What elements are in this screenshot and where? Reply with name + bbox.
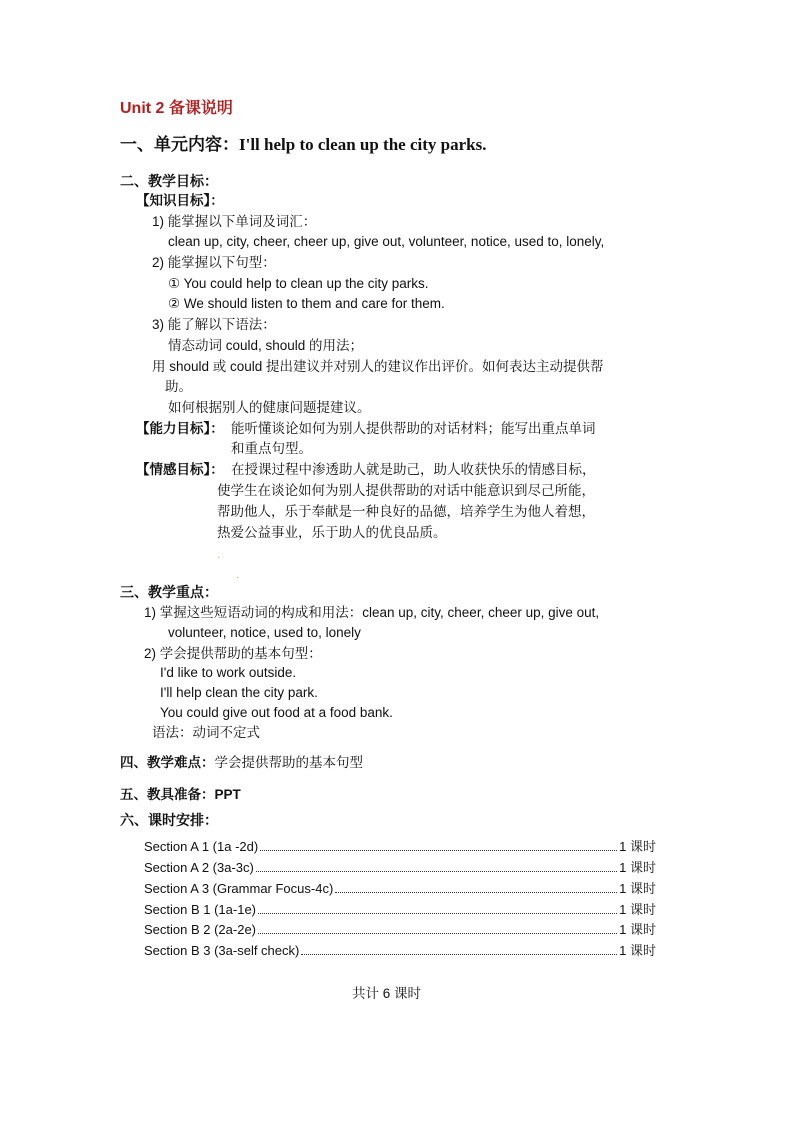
knowledge-item-1: 1) 能掌握以下单词及词汇：	[152, 214, 317, 229]
grammar-line-4: 如何根据别人的健康问题提建议。	[168, 400, 371, 415]
schedule-row	[144, 942, 656, 960]
schedule-hours: 1 课时	[619, 922, 656, 937]
section-label: 五、教具准备：	[120, 787, 215, 802]
schedule-hours: 1 课时	[619, 839, 656, 854]
ability-goal-line-2: 和重点句型。	[231, 441, 312, 456]
emotion-goal-line-1: 在授课过程中渗透助人就是助己，助人收获快乐的情感目标，	[231, 462, 596, 477]
dot-leader	[260, 838, 617, 851]
schedule-total: 共计 6 课时	[352, 986, 422, 1001]
dot-leader	[258, 901, 617, 914]
knowledge-words: clean up, city, cheer, cheer up, give out, volunteer, notice, used to, lonely,	[168, 234, 605, 249]
section-schedule-heading: 六、课时安排：	[120, 812, 218, 828]
knowledge-sentence-2: ② We should listen to them and care for them.	[168, 296, 445, 311]
page-title: Unit 2 备课说明	[120, 100, 233, 117]
section-difficulties	[120, 754, 363, 772]
stray-dot-mark: ·	[236, 572, 240, 583]
unit-content-text: I'll help to clean up the city parks.	[239, 135, 487, 154]
schedule-section-name: Section A 2 (3a-3c)	[144, 860, 254, 875]
dot-leader	[335, 880, 617, 893]
section-key-points-heading: 三、教学重点：	[120, 584, 218, 600]
stray-dot-mark: ·	[217, 552, 221, 563]
schedule-hours: 1 课时	[619, 902, 656, 917]
schedule-section-name: Section B 2 (2a-2e)	[144, 922, 257, 937]
key-sentence-3: You could give out food at a food bank.	[160, 705, 393, 720]
emotion-goal-label: 【情感目标】：	[136, 462, 224, 477]
ability-goal-label: 【能力目标】：	[136, 421, 224, 436]
emotion-goal-line-2: 使学生在谈论如何为别人提供帮助的对话中能意识到尽己所能，	[217, 483, 595, 498]
materials-text: PPT	[214, 787, 241, 802]
dot-leader	[258, 921, 617, 934]
grammar-line-2: 用 should 或 could 提出建议并对别人的建议作出评价。如何表达主动提供帮	[152, 359, 604, 374]
grammar-line-3: 助。	[165, 379, 192, 394]
schedule-hours: 1 课时	[619, 881, 656, 896]
schedule-row	[144, 921, 656, 939]
schedule-row	[144, 880, 656, 898]
section-unit-content	[120, 136, 486, 154]
schedule-row	[144, 901, 656, 919]
dot-leader	[301, 942, 617, 955]
key-sentence-1: I'd like to work outside.	[160, 665, 297, 680]
schedule-section-name: Section B 3 (3a-self check)	[144, 943, 300, 958]
key-point-1-line-2: volunteer, notice, used to, lonely	[168, 625, 361, 640]
knowledge-item-2: 2) 能掌握以下句型：	[152, 255, 276, 270]
key-grammar: 语法：动词不定式	[152, 725, 260, 740]
section-materials	[120, 786, 241, 804]
section-label: 四、教学难点：	[120, 755, 215, 770]
section-teaching-goals-heading: 二、教学目标：	[120, 173, 218, 189]
key-sentence-2: I'll help clean the city park.	[160, 685, 318, 700]
schedule-row	[144, 838, 656, 856]
difficulties-text: 学会提供帮助的基本句型	[214, 755, 363, 770]
section-label: 一、单元内容：	[120, 135, 239, 154]
knowledge-goal-label: 【知识目标】：	[136, 193, 224, 208]
schedule-section-name: Section A 3 (Grammar Focus-4c)	[144, 881, 334, 896]
grammar-line-1: 情态动词 could, should 的用法；	[168, 338, 364, 353]
schedule-section-name: Section A 1 (1a -2d)	[144, 839, 259, 854]
schedule-section-name: Section B 1 (1a-1e)	[144, 902, 257, 917]
schedule-row	[144, 859, 656, 877]
emotion-goal-line-4: 热爱公益事业，乐于助人的优良品质。	[217, 525, 447, 540]
key-point-1-line-1: 1) 掌握这些短语动词的构成和用法：clean up, city, cheer, cheer up, give out,	[144, 605, 600, 620]
dot-leader	[256, 859, 617, 872]
schedule-hours: 1 课时	[619, 860, 656, 875]
knowledge-sentence-1: ① You could help to clean up the city parks.	[168, 276, 429, 291]
schedule-hours: 1 课时	[619, 943, 656, 958]
ability-goal-line-1: 能听懂谈论如何为别人提供帮助的对话材料；能写出重点单词	[231, 421, 596, 436]
key-point-2: 2) 学会提供帮助的基本句型：	[144, 646, 322, 661]
emotion-goal-line-3: 帮助他人，乐于奉献是一种良好的品德，培养学生为他人着想，	[217, 504, 595, 519]
knowledge-item-3: 3) 能了解以下语法：	[152, 317, 276, 332]
